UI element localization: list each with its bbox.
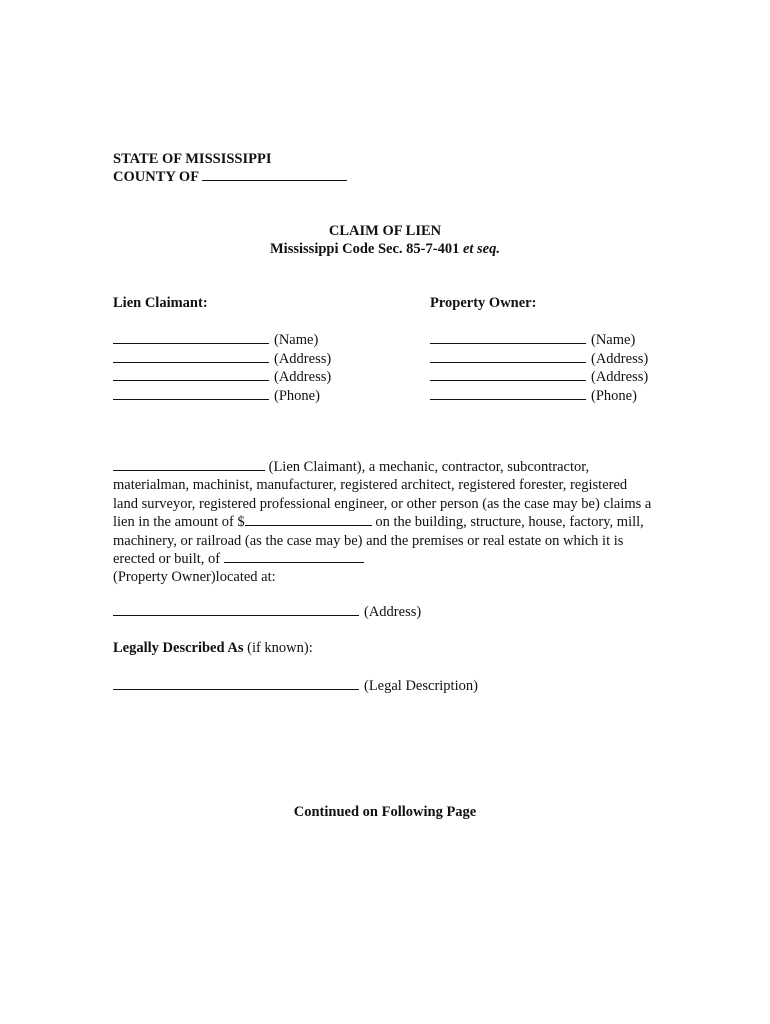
continued-notice: Continued on Following Page (293, 804, 477, 820)
lien-claimant-phone-blank (113, 387, 269, 400)
lien-claimant-heading: Lien Claimant: (113, 295, 208, 311)
legal-description-heading: Legally Described As (113, 640, 244, 656)
state-label: STATE OF MISSISSIPPI (113, 151, 272, 167)
legal-description-heading-row (113, 640, 313, 657)
field-label: (Name) (274, 332, 319, 348)
county-blank (202, 168, 347, 181)
property-owner-name-row (430, 331, 648, 350)
property-owner-phone-row (430, 387, 648, 406)
property-owner-heading: Property Owner: (430, 295, 537, 311)
field-label: (Address) (274, 350, 332, 367)
lien-claimant-phone-row (113, 387, 331, 406)
property-address-label: (Address) (364, 604, 422, 620)
property-owner-fields (430, 331, 648, 405)
lien-claimant-fields (113, 331, 331, 405)
lien-claimant-address1-blank (113, 350, 269, 363)
code-reference (0, 240, 770, 258)
lien-claimant-address1-row (113, 350, 331, 369)
field-label: (Address) (591, 369, 649, 385)
field-label: (Phone) (591, 387, 637, 404)
property-address-blank (113, 603, 359, 616)
title-block (0, 222, 770, 258)
lien-claimant-name-row (113, 331, 331, 350)
property-owner-blank (224, 550, 364, 563)
property-address-row (113, 603, 421, 621)
legal-description-blank (113, 677, 359, 690)
county-row (113, 168, 347, 186)
header-block (113, 150, 347, 186)
field-label: (Address) (274, 369, 332, 385)
property-owner-name-blank (430, 331, 586, 344)
property-owner-address1-blank (430, 350, 586, 363)
claim-paragraph (113, 458, 653, 587)
document-title: CLAIM OF LIEN (328, 223, 442, 239)
amount-blank (245, 513, 372, 526)
paragraph-part1: (Lien Claimant), a mechanic, contractor, subcontractor, materialman, machinist, manufacturer, registered architect, registered forester, registered land surveyor, registered professional engineer, or other person (as the case may be) claims a lien in the amount of $ (113, 459, 652, 531)
code-reference-text: Mississippi Code Sec. 85-7-401 (270, 241, 463, 257)
property-owner-phone-blank (430, 387, 586, 400)
paragraph-part2: on the building, structure, house, factory, mill, machinery, or railroad (as the case may be) and the premises or real estate on which it is erected or built, of (113, 514, 644, 568)
lien-claimant-address2-row (113, 368, 331, 387)
paragraph-part3: (Property Owner)located at: (113, 569, 276, 586)
field-label: (Name) (591, 332, 636, 348)
code-reference-etseq: et seq. (462, 241, 500, 257)
property-owner-address2-row (430, 368, 648, 387)
lien-claimant-address2-blank (113, 368, 269, 381)
legal-description-label: (Legal Description) (364, 678, 478, 694)
field-label: (Phone) (274, 387, 320, 404)
lien-claimant-name-blank (113, 331, 269, 344)
legal-description-note: (if known): (243, 640, 313, 656)
lien-claimant-blank (113, 458, 265, 471)
county-label: COUNTY OF (113, 169, 199, 185)
property-owner-address1-row (430, 350, 648, 369)
field-label: (Address) (591, 350, 649, 367)
legal-description-row (113, 677, 478, 695)
property-owner-address2-blank (430, 368, 586, 381)
